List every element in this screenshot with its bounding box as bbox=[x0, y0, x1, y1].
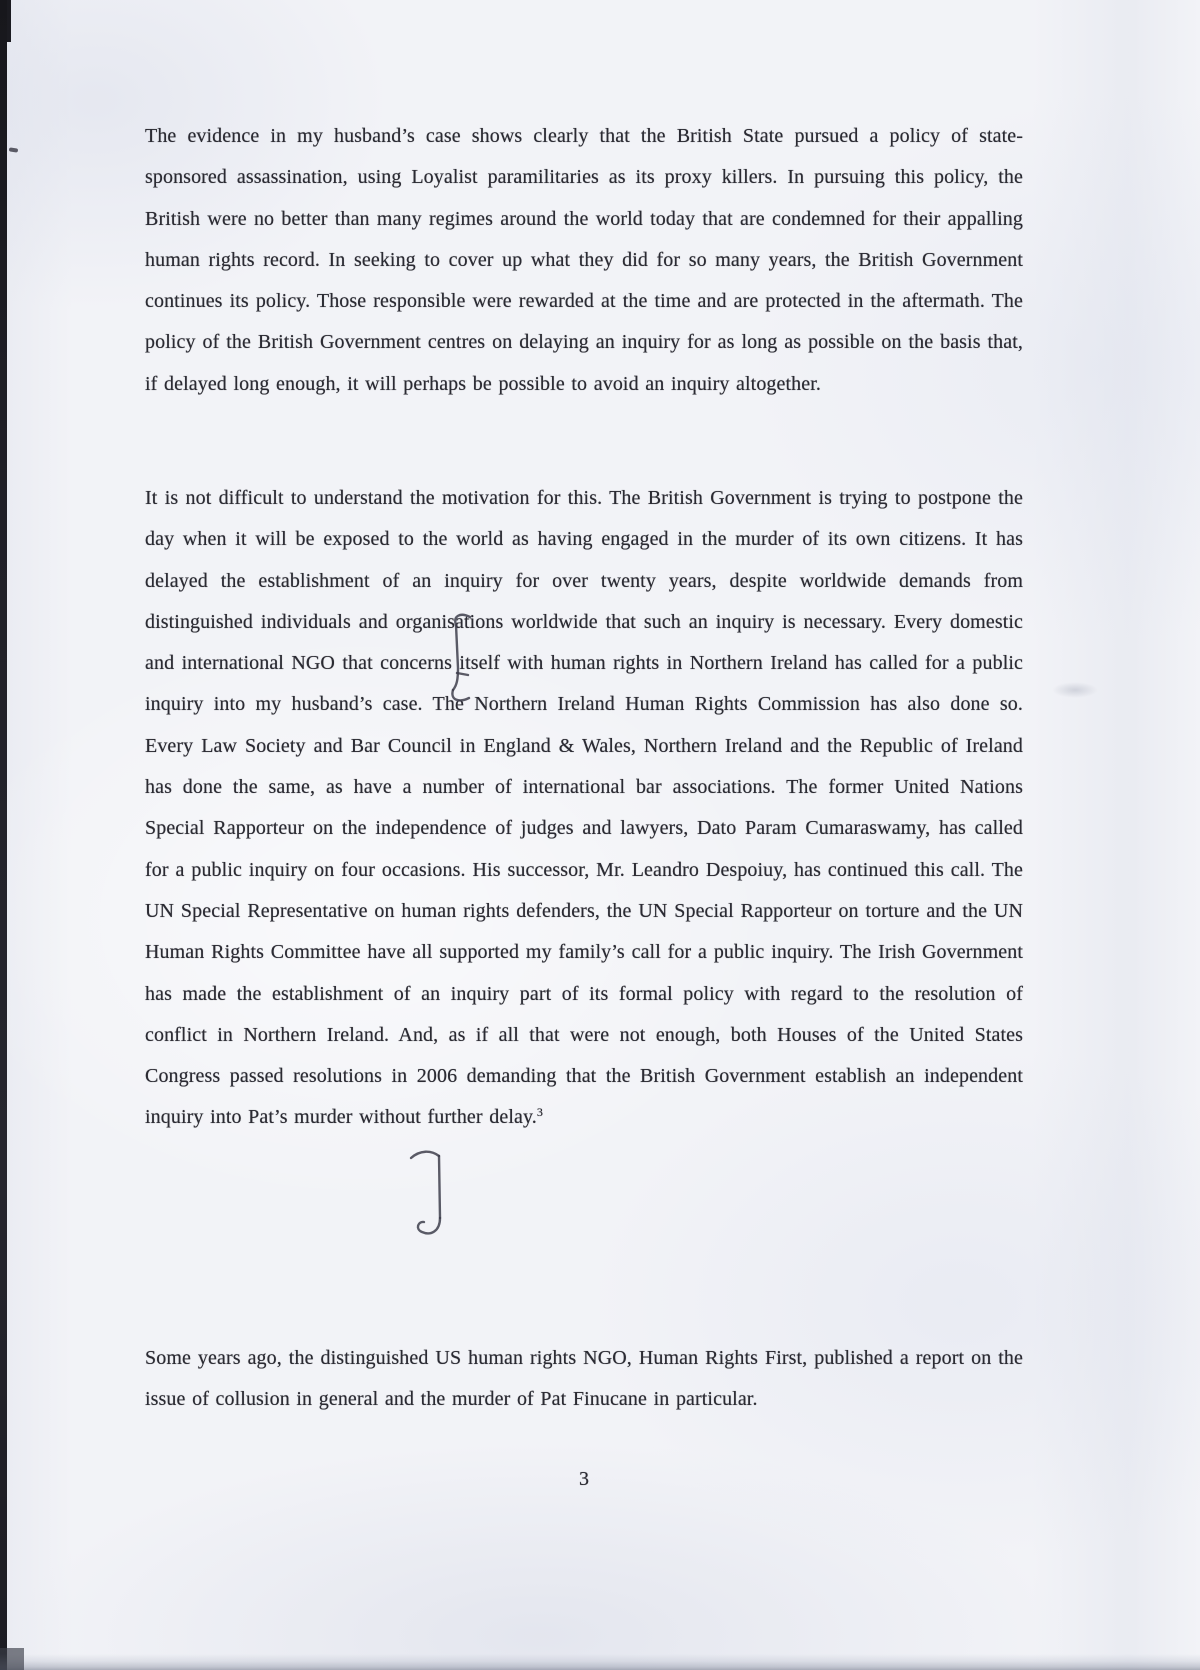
document-body bbox=[145, 0, 1023, 1670]
paragraph-3: Some years ago, the distinguished US human rights NGO, Human Rights First, published a report on the issue of collusion in general and the murder of Pat Finucane in particular. bbox=[145, 1347, 1023, 1411]
ink-dash-annotation bbox=[9, 147, 18, 152]
paragraph-1: The evidence in my husband’s case shows clearly that the British State pursued a policy of state-sponsored assassination, using Loyalist paramilitaries as its proxy killers. In pursuing this policy, the British were no better than many regimes around the world today that are condemned for their appalling human rights record. In seeking to cover up what they did for so many years, the British Government continues its policy. Those responsible were rewarded at the time and are protected in the aftermath. The policy of the British Government centres on delaying an inquiry for as long as possible on the basis that, if delayed long enough, it will perhaps be possible to avoid an inquiry altogether. bbox=[145, 125, 1023, 395]
footnote-marker: 3 bbox=[536, 1105, 543, 1120]
paragraph-2-text: It is not difficult to understand the motivation for this. The British Government is trying to postpone the day when it will be exposed to the world as having engaged in the murder of its own citizens. It has delayed the establishment of an inquiry for over twenty years, despite worldwide demands from distinguished individuals and organisations worldwide that such an inquiry is necessary. Every domestic and international NGO that concerns itself with human rights in Northern Ireland has called for a public inquiry into my husband’s case. The Northern Ireland Human Rights Commission has also done so. Every Law Society and Bar Council in England & Wales, Northern Ireland and the Republic of Ireland has done the same, as have a number of international bar associations. The former United Nations Special Rapporteur on the independence of judges and lawyers, Dato Param Cumaraswamy, has called for a public inquiry on four occasions. His successor, Mr. Leandro Despoiuy, has continued this call. The UN Special Representative on human rights defenders, the UN Special Rapporteur on torture and the UN Human Rights Committee have all supported my family’s call for a public inquiry. The Irish Government has made the establishment of an inquiry part of its formal policy with regard to the resolution of conflict in Northern Ireland. And, as if all that were not enough, both Houses of the United States Congress passed resolutions in 2006 demanding that the British Government establish an independent inquiry into Pat’s murder without further delay. bbox=[145, 487, 1023, 1129]
paragraph-2 bbox=[145, 478, 1023, 1139]
scan-edge-left bbox=[0, 0, 7, 1670]
scan-smudge bbox=[1052, 682, 1098, 698]
page-number: 3 bbox=[579, 1468, 589, 1490]
